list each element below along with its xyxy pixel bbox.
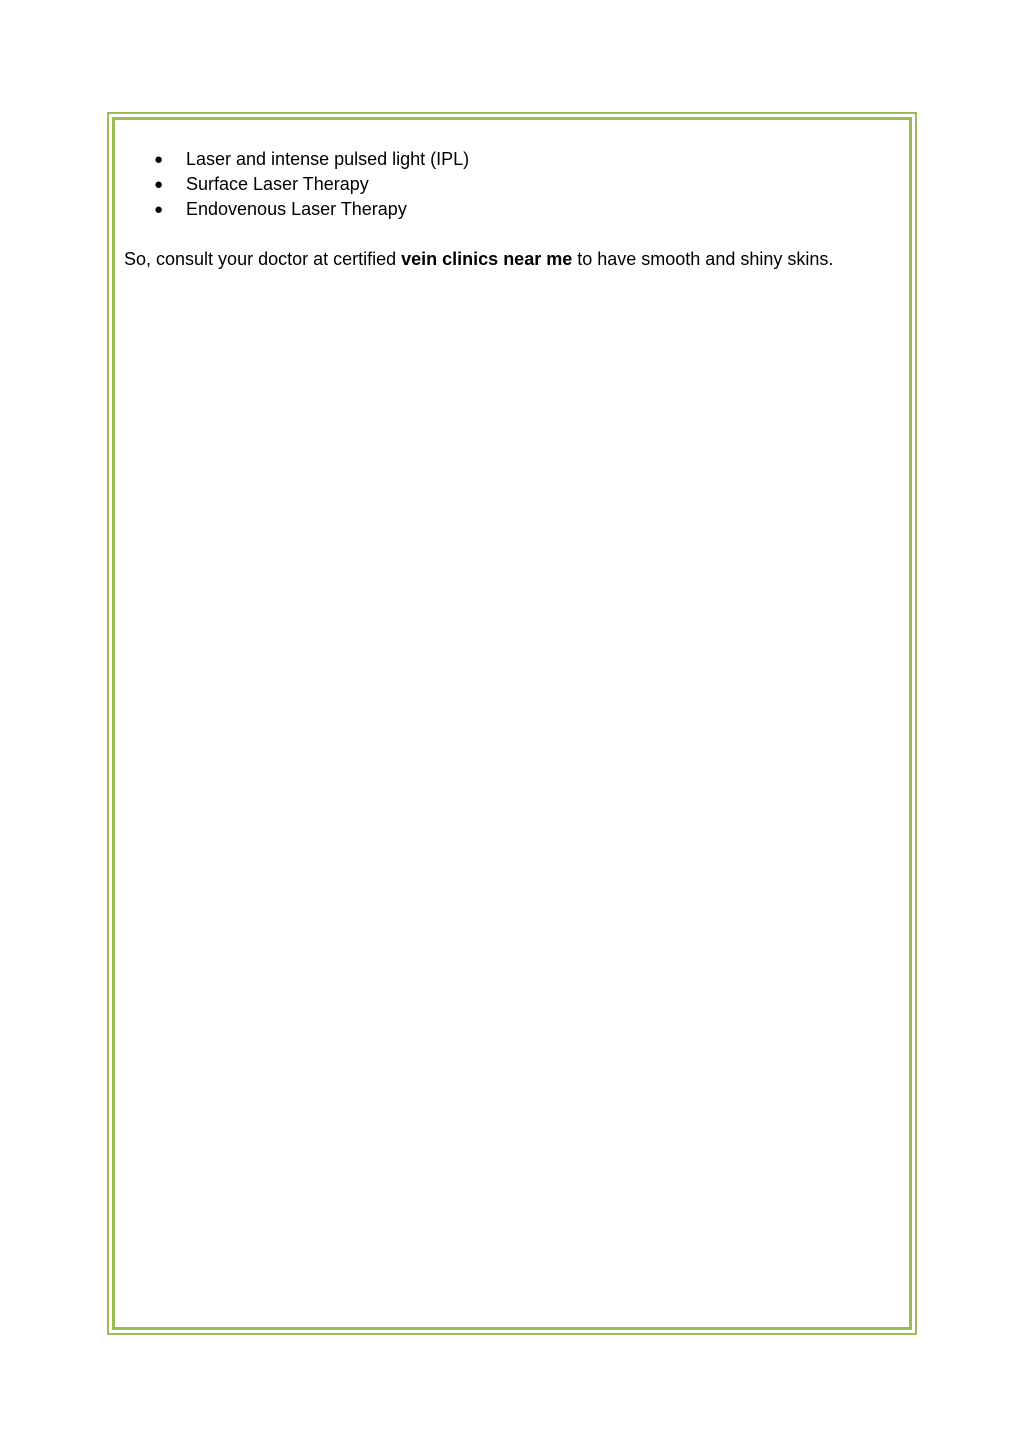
closing-paragraph	[124, 247, 904, 272]
page-border	[107, 112, 917, 1335]
list-item	[124, 197, 904, 222]
bullet-icon: ●	[154, 176, 164, 193]
treatment-list	[124, 147, 904, 222]
list-item-text: Surface Laser Therapy	[186, 174, 369, 194]
list-item	[124, 147, 904, 172]
page-border-inner-rule	[114, 119, 910, 1328]
list-item-text: Laser and intense pulsed light (IPL)	[186, 149, 470, 169]
list-item	[124, 172, 904, 197]
closing-text-after: to have smooth and shiny skins.	[572, 249, 834, 269]
closing-keyword: vein clinics near me	[401, 249, 573, 269]
list-item-text: Endovenous Laser Therapy	[186, 199, 407, 219]
closing-text-before: So, consult your doctor at certified	[124, 249, 402, 269]
bullet-icon: ●	[154, 151, 164, 168]
document-body	[124, 147, 904, 272]
bullet-icon: ●	[154, 201, 164, 218]
